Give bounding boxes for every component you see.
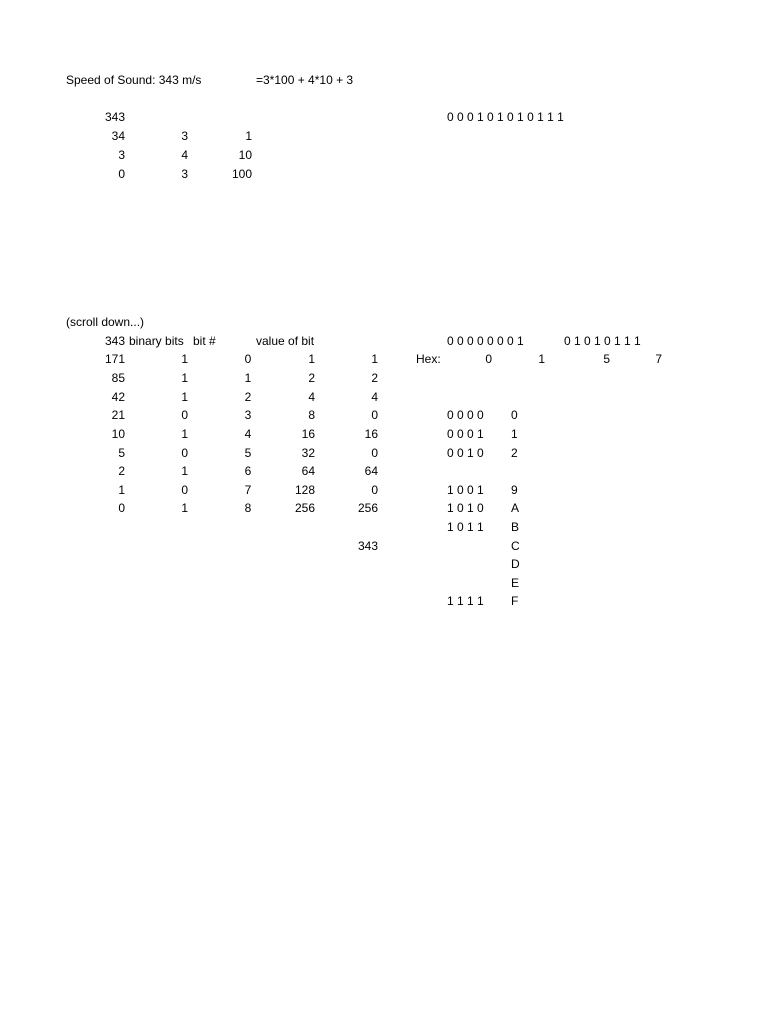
bit-index-cell: 0: [244, 352, 252, 366]
bit-index-cell: 6: [244, 464, 252, 478]
hex-table-symbol: F: [511, 594, 519, 608]
quotient-cell: 42: [111, 390, 125, 404]
bottom-start-value: 343: [104, 334, 125, 348]
hex-digit: 1: [538, 352, 545, 366]
binary-bit-cell: 1: [181, 501, 188, 515]
place-cell: 100: [231, 167, 252, 181]
bit-value-cell: 256: [294, 501, 315, 515]
bit-product-cell: 256: [357, 501, 378, 515]
bit-value-cell: 1: [308, 352, 315, 366]
quotient-cell: 0: [118, 167, 125, 181]
hex-table-binary: 0 0 0 1: [447, 427, 484, 441]
binary-group-1: 0 0 0 0 0 0 0 1: [447, 334, 524, 348]
binary-bit-cell: 0: [181, 483, 188, 497]
bit-index-cell: 5: [244, 446, 252, 460]
bit-product-cell: 0: [371, 408, 378, 422]
bit-value-cell: 64: [301, 464, 315, 478]
quotient-cell: 1: [118, 483, 125, 497]
binary-bit-cell: 1: [181, 371, 188, 385]
bit-product-cell: 0: [371, 446, 378, 460]
bit-index-cell: 3: [244, 408, 252, 422]
bit-index-cell: 7: [244, 483, 252, 497]
sum-total: 343: [357, 539, 378, 553]
bit-value-cell: 8: [308, 408, 315, 422]
binary-bit-cell: 1: [181, 390, 188, 404]
hex-table-symbol: 2: [511, 446, 518, 460]
hex-table-symbol: 1: [511, 427, 518, 441]
bit-product-cell: 1: [371, 352, 378, 366]
hex-digit: 7: [655, 352, 662, 366]
binary-bit-cell: 1: [181, 427, 188, 441]
bit-value-cell: 4: [308, 390, 315, 404]
bit-index-cell: 1: [244, 371, 252, 385]
hex-table-binary: 1 0 1 1: [447, 520, 484, 534]
bit-value-cell: 16: [301, 427, 315, 441]
hex-digit: 5: [603, 352, 610, 366]
hex-table-symbol: B: [511, 520, 520, 534]
hex-table-symbol: C: [511, 539, 520, 553]
digit-cell: 4: [181, 148, 188, 162]
bit-product-cell: 64: [364, 464, 378, 478]
hex-digit: 0: [485, 352, 492, 366]
hex-table-symbol: A: [511, 501, 520, 515]
quotient-cell: 0: [118, 501, 125, 515]
quotient-cell: 34: [111, 129, 125, 143]
header-value-of-bit: value of bit: [256, 334, 315, 348]
hex-table-symbol: D: [511, 557, 520, 571]
quotient-cell: 2: [118, 464, 125, 478]
hex-table-binary: 1 0 0 1: [447, 483, 484, 497]
formula-text: =3*100 + 4*10 + 3: [256, 73, 354, 87]
place-cell: 10: [238, 148, 252, 162]
bit-value-cell: 2: [308, 371, 315, 385]
header-bit-num: bit #: [193, 334, 216, 348]
quotient-cell: 21: [111, 408, 125, 422]
hex-table-binary: 0 0 1 0: [447, 446, 484, 460]
bit-product-cell: 2: [371, 371, 378, 385]
header-binary-bits: binary bits: [129, 334, 184, 348]
quotient-cell: 5: [118, 446, 125, 460]
bit-value-cell: 32: [301, 446, 315, 460]
hex-label: Hex:: [416, 352, 441, 366]
binary-bit-cell: 1: [181, 464, 188, 478]
binary-bit-cell: 0: [181, 446, 188, 460]
quotient-cell: 3: [118, 148, 125, 162]
binary-bit-cell: 1: [181, 352, 188, 366]
bit-index-cell: 2: [244, 390, 252, 404]
place-cell: 1: [245, 129, 252, 143]
hex-table-symbol: 9: [511, 483, 518, 497]
scroll-note: (scroll down...): [66, 315, 145, 329]
bit-value-cell: 128: [294, 483, 315, 497]
digit-cell: 3: [181, 167, 188, 181]
top-start-value: 343: [104, 110, 125, 124]
hex-table-binary: 0 0 0 0: [447, 408, 484, 422]
binary-bit-cell: 0: [181, 408, 188, 422]
bit-index-cell: 4: [244, 427, 252, 441]
bit-product-cell: 4: [371, 390, 378, 404]
digit-cell: 3: [181, 129, 188, 143]
quotient-cell: 10: [111, 427, 125, 441]
hex-table-binary: 1 0 1 0: [447, 501, 484, 515]
hex-table-binary: 1 1 1 1: [447, 594, 484, 608]
quotient-cell: 171: [104, 352, 125, 366]
quotient-cell: 85: [111, 371, 125, 385]
bit-product-cell: 0: [371, 483, 378, 497]
bit-index-cell: 8: [244, 501, 252, 515]
hex-table-symbol: 0: [511, 408, 518, 422]
bit-product-cell: 16: [364, 427, 378, 441]
speed-of-sound-title: Speed of Sound: 343 m/s: [66, 73, 202, 87]
hex-table-symbol: E: [511, 576, 520, 590]
top-binary-string: 0 0 0 1 0 1 0 1 0 1 1 1: [447, 110, 564, 124]
binary-group-2: 0 1 0 1 0 1 1 1: [564, 334, 641, 348]
